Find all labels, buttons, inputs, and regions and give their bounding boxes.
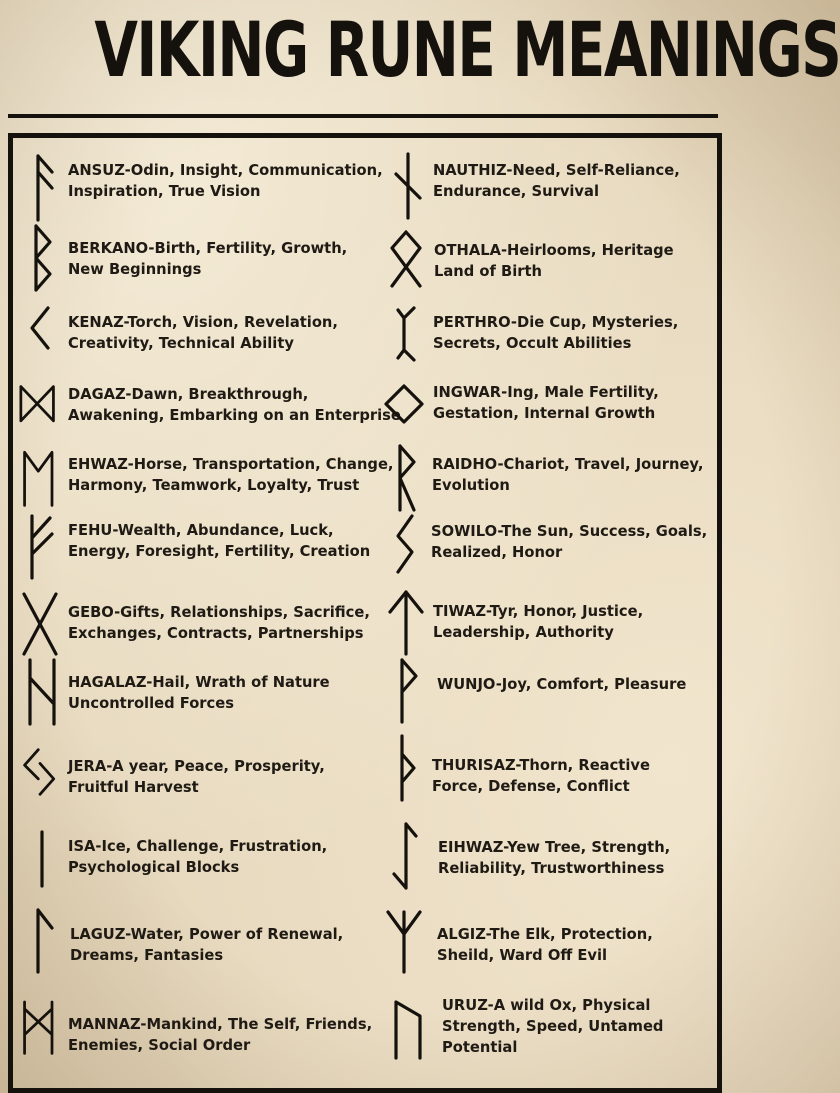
rune-description-othala: OTHALA-Heirlooms, Heritage Land of Birth [434, 241, 674, 280]
rune-description-thurisaz: THURISAZ-Thorn, Reactive Force, Defense, Conflict [432, 756, 650, 795]
rune-description-raidho: RAIDHO-Chariot, Travel, Journey, Evolution [432, 455, 704, 494]
ansuz-rune-icon [18, 150, 66, 226]
hagalaz-rune-icon [18, 654, 66, 730]
rune-description-laguz: LAGUZ-Water, Power of Renewal, Dreams, Fantasies [70, 925, 344, 964]
jera-rune-icon [16, 734, 64, 810]
ingwar-rune-icon [380, 366, 428, 442]
othala-rune-icon [382, 222, 430, 298]
eihwaz-rune-icon [382, 818, 430, 894]
fehu-rune-icon [18, 508, 66, 584]
rune-description-uruz: URUZ-A wild Ox, Physical Strength, Speed, Untamed Potential [442, 996, 664, 1056]
rune-description-wunjo: WUNJO-Joy, Comfort, Pleasure [437, 675, 687, 693]
rune-description-eihwaz: EIHWAZ-Yew Tree, Strength, Reliability, Trustworthiness [438, 838, 671, 877]
isa-rune-icon [18, 820, 66, 896]
dagaz-rune-icon [14, 364, 62, 440]
mannaz-rune-icon [16, 988, 64, 1064]
rune-description-tiwaz: TIWAZ-Tyr, Honor, Justice, Leadership, Authority [433, 602, 644, 641]
berkano-rune-icon [16, 220, 64, 296]
rune-description-hagalaz: HAGALAZ-Hail, Wrath of Nature Uncontrolled Forces [68, 673, 330, 712]
rune-description-ansuz: ANSUZ-Odin, Insight, Communication, Inspiration, True Vision [68, 161, 383, 200]
laguz-rune-icon [18, 902, 66, 978]
title-divider [8, 114, 718, 118]
rune-description-nauthiz: NAUTHIZ-Need, Self-Reliance, Endurance, Survival [433, 161, 680, 200]
rune-description-kenaz: KENAZ-Torch, Vision, Revelation, Creativity, Technical Ability [68, 313, 338, 352]
rune-description-isa: ISA-Ice, Challenge, Frustration, Psychological Blocks [68, 837, 328, 876]
page-title: VIKING RUNE MEANINGS [94, 5, 840, 94]
rune-description-algiz: ALGIZ-The Elk, Protection, Sheild, Ward Off Evil [437, 925, 653, 964]
wunjo-rune-icon [384, 652, 432, 728]
rune-description-berkano: BERKANO-Birth, Fertility, Growth, New Beginnings [68, 239, 348, 278]
rune-description-dagaz: DAGAZ-Dawn, Breakthrough, Awakening, Embarking on an Enterprise [68, 385, 401, 424]
ehwaz-rune-icon [16, 440, 64, 516]
rune-description-mannaz: MANNAZ-Mankind, The Self, Friends, Enemies, Social Order [68, 1015, 373, 1054]
rune-description-gebo: GEBO-Gifts, Relationships, Sacrifice, Exchanges, Contracts, Partnerships [68, 603, 370, 642]
rune-description-ingwar: INGWAR-Ing, Male Fertility, Gestation, Internal Growth [433, 383, 659, 422]
kenaz-rune-icon [18, 290, 66, 366]
rune-description-perthro: PERTHRO-Die Cup, Mysteries, Secrets, Occult Abilities [433, 313, 679, 352]
algiz-rune-icon [380, 900, 428, 976]
tiwaz-rune-icon [382, 584, 430, 660]
uruz-rune-icon [384, 986, 432, 1062]
perthro-rune-icon [384, 292, 432, 368]
sowilo-rune-icon [382, 506, 430, 582]
raidho-rune-icon [382, 440, 430, 516]
rune-description-jera: JERA-A year, Peace, Prosperity, Fruitful Harvest [68, 757, 325, 796]
rune-description-fehu: FEHU-Wealth, Abundance, Luck, Energy, Foresight, Fertility, Creation [68, 521, 371, 560]
rune-description-ehwaz: EHWAZ-Horse, Transportation, Change, Harmony, Teamwork, Loyalty, Trust [68, 455, 394, 494]
nauthiz-rune-icon [384, 148, 432, 224]
thurisaz-rune-icon [384, 730, 432, 806]
rune-description-sowilo: SOWILO-The Sun, Success, Goals, Realized, Honor [431, 522, 708, 561]
gebo-rune-icon [16, 586, 64, 662]
